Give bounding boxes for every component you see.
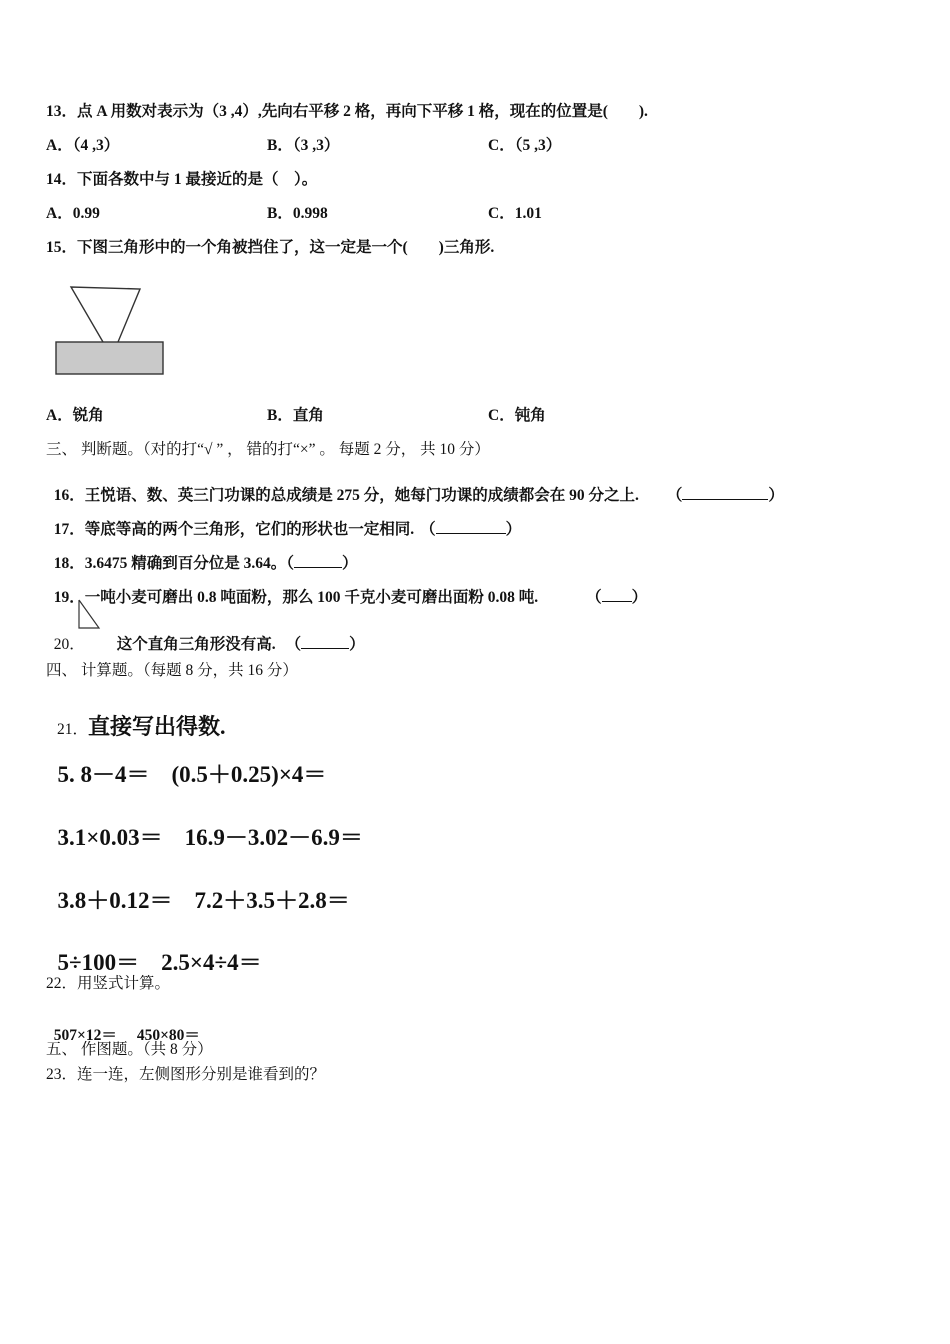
q14-option-c: C．1.01 (488, 205, 542, 222)
q21-number: 21． (57, 721, 89, 738)
question-14: 14．下面各数中与 1 最接近的是（ ）。 (46, 171, 318, 188)
q20-paren-close: ） (349, 636, 365, 653)
section-5-heading: 五、 作图题。（共 8 分） (46, 1041, 213, 1058)
q13-option-c: C．（5 ,3） (488, 137, 562, 154)
q20-number: 20． (53, 636, 85, 653)
q16-paren-close: ） (768, 487, 784, 504)
question-19 (46, 567, 647, 608)
q13-option-b: B．（3 ,3） (267, 137, 340, 154)
q16-text: 16．王悦语、数、英三门功课的总成绩是 275 分，她每门功课的成绩都会在 90 分之上. (53, 487, 639, 504)
q15-option-b: B．直角 (267, 407, 324, 424)
q21-expression: 3.1×0.03＝ (57, 825, 163, 850)
q19-text: 19．一吨小麦可磨出 0.8 吨面粉，那么 100 千克小麦可磨出面粉 0.08 吨. (53, 589, 539, 606)
q21-expression: 5. 8－4＝ (57, 762, 150, 787)
q21-expression: 3.8＋0.12＝ (57, 888, 173, 913)
q21-expression: 2.5×4÷4＝ (161, 950, 262, 975)
q21-row-4 (46, 918, 262, 978)
q15-option-a: A．锐角 (46, 407, 104, 424)
q20-text: 这个直角三角形没有高. (116, 636, 276, 653)
q16-answer-blank[interactable] (682, 485, 768, 500)
q19-answer-blank[interactable] (602, 587, 632, 602)
section-4-heading: 四、 计算题。（每题 8 分，共 16 分） (46, 662, 298, 679)
section-3-heading: 三、 判断题。（对的打“√ ” ， 错的打“×” 。 每题 2 分， 共 10 分） (46, 441, 490, 458)
q22-item: 450×80＝ (136, 1027, 200, 1044)
q21-expression: 5÷100＝ (57, 950, 140, 975)
q22-item: 507×12＝ (53, 1027, 117, 1044)
q21-row-3 (46, 856, 350, 916)
q21-title: 直接写出得数. (88, 714, 226, 739)
q21-expression: (0.5＋0.25)×4＝ (171, 762, 327, 787)
q21-expression: 16.9－3.02－6.9＝ (184, 825, 363, 850)
right-triangle-icon (76, 598, 102, 632)
q20-paren-open: （ (285, 636, 302, 653)
q16-paren-open: （ (666, 487, 683, 504)
q18-answer-blank[interactable] (294, 553, 342, 568)
q21-expression: 7.2＋3.5＋2.8＝ (194, 888, 350, 913)
q14-option-b: B．0.998 (267, 205, 328, 222)
q13-option-a: A．（4 ,3） (46, 137, 120, 154)
question-15: 15．下图三角形中的一个角被挡住了，这一定是一个( )三角形. (46, 239, 495, 256)
hidden-angle-triangle-figure (50, 280, 170, 380)
q17-answer-blank[interactable] (436, 519, 506, 534)
q21-row-1 (46, 730, 326, 790)
q18-paren-close: ） (342, 555, 358, 572)
question-13: 13．点 A 用数对表示为（3 ,4）,先向右平移 2 格，再向下平移 1 格，现在的位置是( ). (46, 103, 648, 120)
q17-text: 17．等底等高的两个三角形，它们的形状也一定相同. (53, 521, 415, 538)
question-23: 23．连一连，左侧图形分别是谁看到的？ (46, 1066, 326, 1083)
q17-paren-open: （ (420, 521, 436, 538)
q17-paren-close: ） (505, 521, 522, 538)
q18-paren-open: （ (286, 555, 295, 572)
q15-option-c: C．钝角 (488, 407, 546, 424)
q14-option-a: A．0.99 (46, 205, 100, 222)
question-22: 22．用竖式计算。 (46, 975, 171, 992)
q20-answer-blank[interactable] (301, 634, 349, 649)
q21-row-2 (46, 793, 363, 853)
q19-paren-close: ） (631, 589, 648, 606)
q19-paren-open: （ (586, 589, 602, 606)
q18-text: 18．3.6475 精确到百分位是 3.64。 (53, 555, 287, 572)
